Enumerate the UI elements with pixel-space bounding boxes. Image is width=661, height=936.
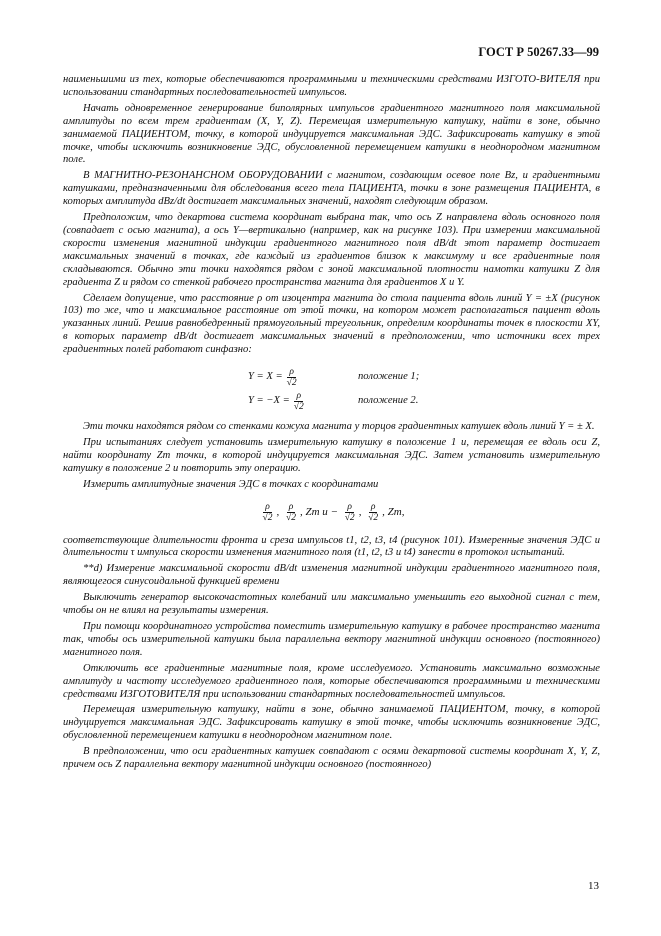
formula-lhs: Y = X = <box>248 370 283 382</box>
paragraph: **d) Измерение максимальной скорости dB/dt изменения магнитной индукции градиентного магнитного поля, являющегося синусоидальной функцией времени <box>63 563 600 588</box>
paragraph: В МАГНИТНО-РЕЗОНАНСНОМ ОБОРУДОВАНИИ с магнитом, создающим осевое поле Bz, и градиентными катушками, предназначенными для обследования всего тела ПАЦИЕНТА, точки в зоне размещения ПАЦИЕНТА, в которых амплитуда dBz/dt достигает максимальных значений, находят следующим образом. <box>63 170 600 208</box>
paragraph: Сделаем допущение, что расстояние ρ от изоцентра магнита до стола пациента вдоль линий Y = ±X (рисунок 103) то же, что и максимальное расстояние от этой точки, на котором может располагаться пациент вдоль указанных линий. Решив равнобедренный прямоугольный треугольник, определим координаты точек в плоскости XY, в которых параметр dB/dt достигает максимальных значений в предположении, что источники всех трех градиентных полей работают синфазно: <box>63 292 600 356</box>
zm-symbol: Zm <box>305 505 320 518</box>
paragraph: наименьшими из тех, которые обеспечиваются программными и техническими средствами ИЗГОТО-ВИТЕЛЯ при использовании стандартных последовательностей импульсов. <box>63 74 600 98</box>
paragraph: При помощи координатного устройства поместить измерительную катушку в рабочее пространство магнита так, чтобы ось измерительной катушки была параллельна вектору магнитной индукции основного (постоянного) магнитного поля. <box>63 621 600 658</box>
page-body <box>63 74 600 775</box>
paragraph: Эти точки находятся рядом со стенками кожуха магнита у торцов градиентных катушек вдоль линий Y = ± X. <box>83 421 595 433</box>
document-header: ГОСТ Р 50267.33—99 <box>478 45 599 59</box>
fraction: $\frac{\rho}{√2}$ <box>344 501 355 523</box>
position-formulas <box>248 365 600 413</box>
fraction: $\frac{\rho}{√2}$ <box>262 501 273 523</box>
formula-lhs: Y = −X = <box>248 394 290 406</box>
coordinates-formula: $\frac{\rho}{√2}$ , $\frac{\rho}{√2}$ , Zm и − $\frac{\rho}{√2}$ , $\frac{\rho}{√2}$ , Zm, <box>262 501 405 523</box>
paragraph: Предположим, что декартова система координат выбрана так, что ось Z направлена вдоль основного поля (совпадает с осью магнита), а ось Y—вертикально (например, как на рисунке 103). При измерении максимальной скорости изменения магнитной индукции градиентного магнитного поля dB/dt этот параметр достигает максимальных значений в точках, где каждый из градиентов близок к максимуму и все градиентные поля складываются. Обычно эти точки находятся рядом с зоной максимальной плотности намотки катушки Z для градиента Z и рядом со стенкой рабочего пространства магнита для градиентов X и Y. <box>63 212 600 288</box>
formula-position-2 <box>248 389 600 413</box>
formula-caption: положение 1; <box>358 370 420 382</box>
paragraph: Измерить амплитудные значения ЭДС в точках с координатами <box>83 478 379 490</box>
fraction: $\frac{\rho}{√2}$ <box>286 501 296 523</box>
page-number: 13 <box>588 880 599 892</box>
fraction: $\frac{\rho}{√2}$ <box>286 366 297 388</box>
paragraph: Выключить генератор высокочастотных колебаний или максимально уменьшить его выходной сигнал с тем, чтобы он не влиял на результаты измерения. <box>63 592 600 617</box>
paragraph: Начать одновременное генерирование биполярных импульсов градиентного магнитного поля максимальной амплитуды по всем трем градиентам (X, Y, Z). Перемещая измерительную катушку, найти в зоне, обычно занимаемой ПАЦИЕНТОМ, точку, в которой индуцируется максимальная ЭДС. Зафиксировать катушку в этой точке, чтобы исключить возникновение ЭДС, обусловленной перемещением катушки в неоднородном магнитном поле. <box>63 102 600 166</box>
conjunction: и <box>322 505 328 518</box>
fraction: $\frac{\rho}{√2}$ <box>293 390 304 412</box>
paragraph: соответствующие длительности фронта и среза импульсов t1, t2, t3, t4 (рисунок 101). Измеренные значения ЭДС и длительности τ импульса скорости изменения магнитного поля (t1, t2, t3 и t4) занести в протокол испытаний. <box>63 534 600 559</box>
zm-symbol: Zm <box>387 505 402 518</box>
paragraph: При испытаниях следует установить измерительную катушку в положение 1 и, перемещая ее вдоль оси Z, найти координату Zm точки, в которой индуцируется максимальная ЭДС. Затем установить измерительную катушку в положение 2 и повторить эту операцию. <box>63 436 600 474</box>
fraction: $\frac{\rho}{√2}$ <box>368 501 379 523</box>
paragraph: Отключить все градиентные магнитные поля, кроме исследуемого. Установить максимально возможные амплитуду и частоту исследуемого градиентного поля, которые обеспечиваются программными и техническими средствами ИЗГОТОВИТЕЛЯ при использовании стандартных последовательностей импульсов. <box>63 662 600 700</box>
paragraph: В предположении, что оси градиентных катушек совпадают с осями декартовой системы координат X, Y, Z, причем ось Z параллельна вектору магнитной индукции основного (постоянного) <box>63 746 600 771</box>
formula-position-1 <box>248 365 600 389</box>
formula-caption: положение 2. <box>358 394 419 406</box>
paragraph: Перемещая измерительную катушку, найти в зоне, обычно занимаемой ПАЦИЕНТОМ, точку, в которой индуцируется максимальная ЭДС. Зафиксировать катушку в этой точке, чтобы исключить возникновение ЭДС, обусловленной перемещением катушки в неоднородном магнитном поле. <box>63 704 600 742</box>
